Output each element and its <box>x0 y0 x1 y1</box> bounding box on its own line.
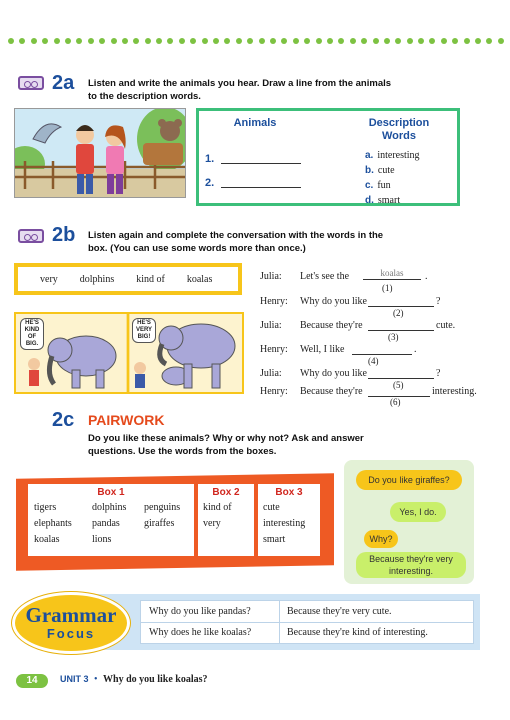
blank-number: (1) <box>382 283 393 293</box>
answer-blank-4[interactable] <box>352 354 412 355</box>
zoo-illustration <box>14 108 186 198</box>
word-box-item: very <box>40 273 58 285</box>
speech-bubble: Yes, I do. <box>390 502 446 522</box>
box-3-title: Box 3 <box>275 487 303 498</box>
box-1-title: Box 1 <box>97 487 125 498</box>
box-3-word: cute <box>263 502 280 513</box>
box-1-word: elephants <box>34 518 72 529</box>
description-item: d. smart <box>365 195 401 206</box>
conversation-line: Henry: Because they're <box>260 386 363 397</box>
box-1-word: giraffes <box>144 518 175 529</box>
cassette-icon <box>18 76 44 90</box>
word-box-item: kind of <box>136 273 165 285</box>
grammar-answer: Because they're very cute. <box>287 606 392 617</box>
exercise-2b-number: 2b <box>52 224 76 246</box>
box-1-word: koalas <box>34 534 60 545</box>
grammar-question: Why do you like pandas? <box>149 606 251 617</box>
speech-bubble: Why? <box>364 530 398 548</box>
comic-bubble-left: HE'S KIND OF BIG. <box>20 318 44 350</box>
blank-number: (5) <box>393 380 404 390</box>
grammar-focus-title: Grammar Focus <box>12 592 130 654</box>
box-1-word: penguins <box>144 502 181 513</box>
box-1 <box>28 484 194 556</box>
word-box <box>14 263 242 295</box>
speech-bubble: Because they're very interesting. <box>356 552 466 578</box>
blank-number: (2) <box>393 308 404 318</box>
answer-number-2: 2. <box>205 177 215 189</box>
conversation-punct: cute. <box>436 320 456 331</box>
box-3-word: smart <box>263 534 286 545</box>
animals-header: Animals <box>233 117 277 129</box>
description-item: b. cute <box>365 165 395 176</box>
page-number: 14 <box>16 674 48 688</box>
exercise-2c-number: 2c <box>52 409 75 431</box>
box-2-word: kind of <box>203 502 232 513</box>
pairwork-title: PAIRWORK <box>88 412 165 428</box>
exercise-2a-number: 2a <box>52 72 75 94</box>
grammar-answer: Because they're kind of interesting. <box>287 627 428 638</box>
grammar-table <box>140 600 474 644</box>
conversation-punct: interesting. <box>432 386 477 397</box>
filled-answer-koalas[interactable]: koalas <box>363 267 421 280</box>
description-item: a. interesting <box>365 150 420 161</box>
cassette-icon <box>18 229 44 243</box>
conversation-line: Henry: Why do you like <box>260 296 367 307</box>
footer-unit: UNIT 3 • Why do you like koalas? <box>60 674 208 685</box>
blank-number: (6) <box>390 397 401 407</box>
exercise-2c-instructions: Do you like these animals? Why or why not? Ask and answer questions. Use the words from the boxes. <box>88 433 364 457</box>
box-3 <box>258 484 320 556</box>
conversation-line: Julia: Because they're <box>260 320 363 331</box>
grammar-question: Why does he like koalas? <box>149 627 252 638</box>
word-box-item: koalas <box>186 273 213 285</box>
conversation-line: Julia: Let's see the <box>260 271 350 282</box>
conversation-punct: . <box>414 344 417 355</box>
box-2-title: Box 2 <box>212 487 240 498</box>
conversation-punct: ? <box>436 368 441 379</box>
word-box-item: dolphins <box>79 273 115 285</box>
conversation-line: Julia: Why do you like <box>260 368 367 379</box>
answer-blank-1[interactable] <box>221 163 301 164</box>
answer-blank-3[interactable] <box>368 330 434 331</box>
box-1-word: dolphins <box>92 502 127 513</box>
comic-bubble-right: HE'S VERY BIG! <box>132 318 156 343</box>
box-2-word: very <box>203 518 221 529</box>
speech-bubble: Do you like giraffes? <box>356 470 462 490</box>
box-1-word: tigers <box>34 502 57 513</box>
blank-number: (3) <box>388 332 399 342</box>
top-dotted-divider <box>8 38 504 46</box>
exercise-2a-instructions: Listen and write the animals you hear. Draw a line from the animals to the description words. <box>88 78 392 102</box>
box-2 <box>198 484 254 556</box>
conversation <box>260 268 500 411</box>
answer-number-1: 1. <box>205 153 215 165</box>
box-1-word: pandas <box>92 518 120 529</box>
conversation-line: Henry: Well, I like <box>260 344 345 355</box>
exercise-2b-instructions: Listen again and complete the conversation with the words in the box. (You can use some words more than once.) <box>88 230 384 254</box>
box-3-word: interesting <box>263 518 306 529</box>
description-words-header: Description Words <box>368 117 430 142</box>
description-item: c. fun <box>365 180 391 191</box>
dialogue-illustration <box>344 460 474 584</box>
conversation-punct: ? <box>436 296 441 307</box>
answer-blank-2[interactable] <box>221 187 301 188</box>
elephant-comic-strip <box>14 312 244 394</box>
box-1-word: lions <box>92 534 112 545</box>
animals-descriptions-box <box>196 108 460 206</box>
conversation-punct: . <box>425 271 428 282</box>
blank-number: (4) <box>368 356 379 366</box>
